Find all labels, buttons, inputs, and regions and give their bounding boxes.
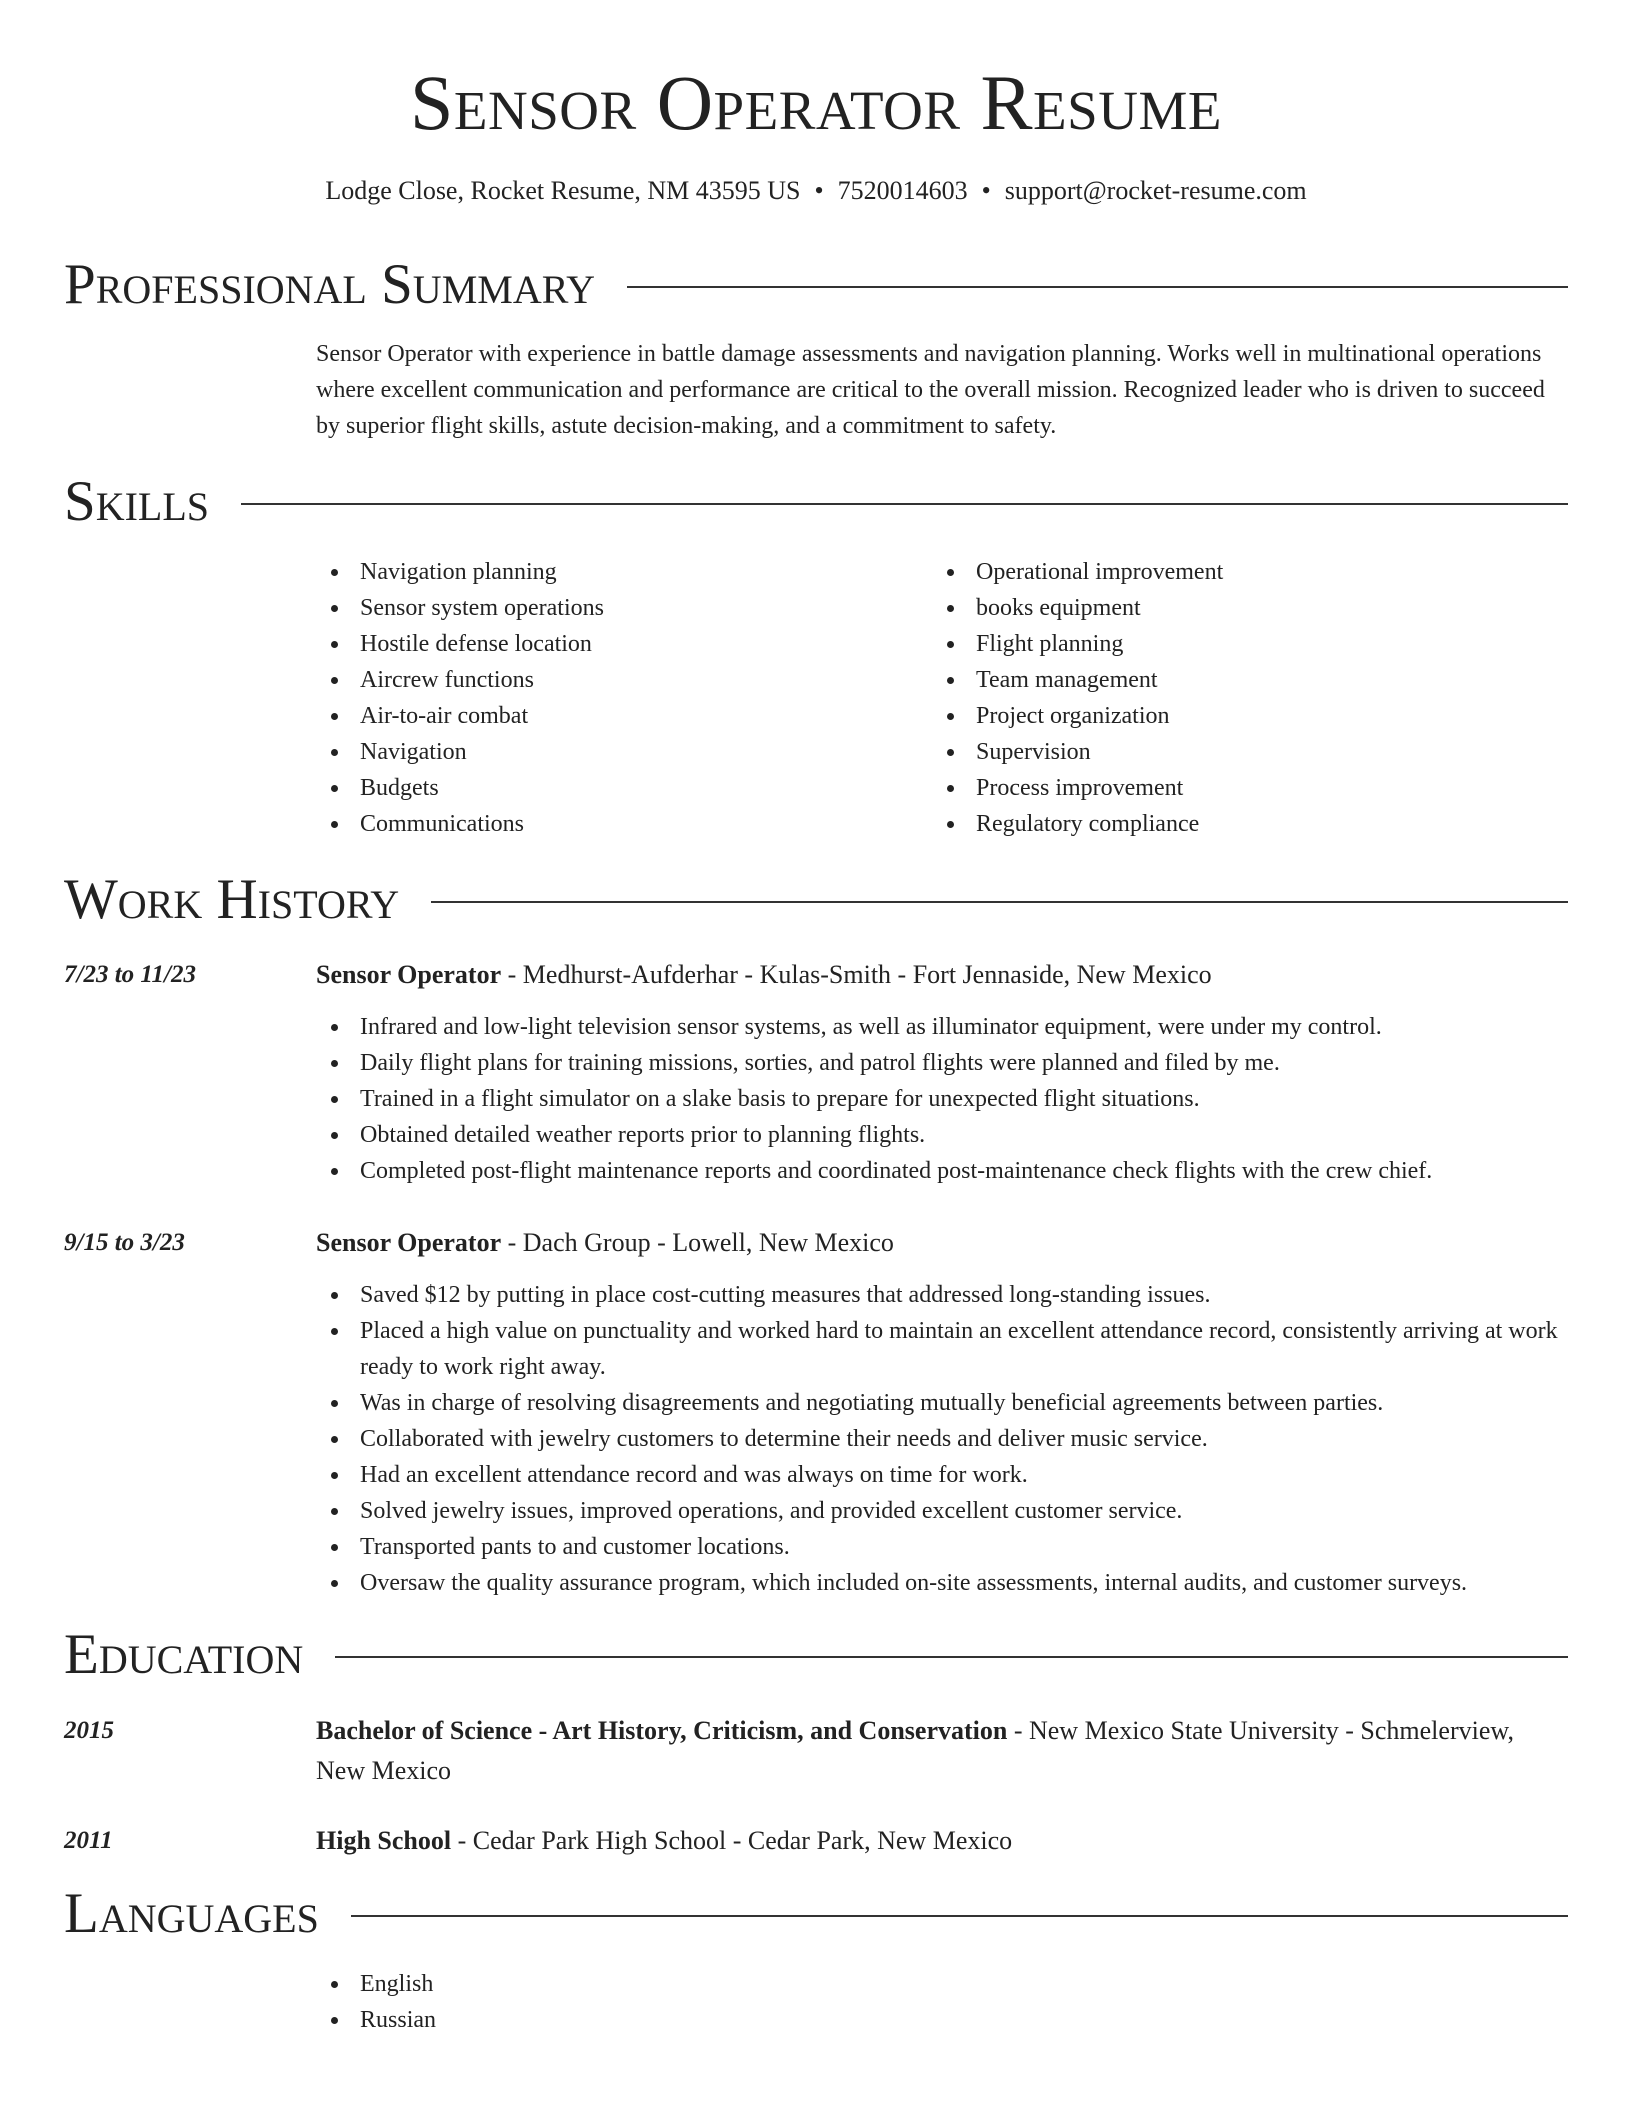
- section-divider: [431, 901, 1568, 903]
- education-entry: [316, 1821, 1568, 1861]
- education-details: - Cedar Park High School - Cedar Park, New Mexico: [451, 1826, 1013, 1855]
- section-divider: [627, 286, 1568, 288]
- skills-section-heading: [64, 469, 1568, 535]
- job-bullet: Daily flight plans for training missions, sorties, and patrol flights were planned and filed by me.: [316, 1045, 1568, 1081]
- section-divider: [351, 1915, 1568, 1917]
- contact-line: [0, 174, 1632, 208]
- work-heading-label: Work History: [64, 868, 400, 931]
- job-title: Sensor Operator: [316, 960, 502, 989]
- job-bullet-list: [316, 1277, 1568, 1601]
- skill-item: Navigation planning: [316, 554, 876, 590]
- contact-email: support@rocket-resume.com: [1004, 176, 1307, 205]
- work-section-heading: [64, 867, 1568, 933]
- job-heading: [316, 955, 1568, 995]
- skills-list-left: [316, 554, 876, 842]
- skill-item: Project organization: [932, 698, 1492, 734]
- job-title: Sensor Operator: [316, 1228, 502, 1257]
- language-item: English: [316, 1966, 1568, 2002]
- skill-item: Regulatory compliance: [932, 806, 1492, 842]
- job-bullet: Saved $12 by putting in place cost-cutting measures that addressed long-standing issues.: [316, 1277, 1568, 1313]
- skills-heading-label: Skills: [64, 470, 210, 533]
- education-degree: Bachelor of Science - Art History, Criticism, and Conservation: [316, 1716, 1008, 1745]
- job-bullets: [316, 1277, 1568, 1601]
- contact-address: Lodge Close, Rocket Resume, NM 43595 US: [325, 176, 801, 205]
- job-details: - Dach Group - Lowell, New Mexico: [501, 1228, 894, 1257]
- job-bullet: Was in charge of resolving disagreements and negotiating mutually beneficial agreements between parties.: [316, 1385, 1568, 1421]
- skill-item: Sensor system operations: [316, 590, 876, 626]
- job-dates: 7/23 to 11/23: [64, 961, 196, 988]
- skill-item: Team management: [932, 662, 1492, 698]
- summary-heading-label: Professional Summary: [64, 253, 596, 316]
- job-details: - Medhurst-Aufderhar - Kulas-Smith - Fort Jennaside, New Mexico: [501, 960, 1212, 989]
- job-bullet-list: [316, 1009, 1568, 1189]
- skill-item: Process improvement: [932, 770, 1492, 806]
- languages-section-heading: [64, 1881, 1568, 1947]
- skills-column-right: [932, 554, 1492, 842]
- resume-title: Sensor Operator Resume: [410, 59, 1222, 146]
- job-dates: 9/15 to 3/23: [64, 1229, 185, 1256]
- education-degree: High School: [316, 1826, 452, 1855]
- summary-text: Sensor Operator with experience in battle damage assessments and navigation planning. Works well in multinational operations where excellent communication and performance are critical to the overall mission. Recognized leader who is driven to succeed by superior flight skills, astute decision-making, and a commitment to safety.: [316, 341, 1545, 439]
- job-bullet: Solved jewelry issues, improved operations, and provided excellent customer service.: [316, 1493, 1568, 1529]
- education-year: 2011: [64, 1827, 113, 1854]
- education-details: - New Mexico State University - Schmelerview, New Mexico: [316, 1716, 1514, 1785]
- skill-item: Hostile defense location: [316, 626, 876, 662]
- job-bullets: [316, 1009, 1568, 1189]
- job-bullet: Transported pants to and customer locations.: [316, 1529, 1568, 1565]
- job-bullet: Infrared and low-light television sensor systems, as well as illuminator equipment, were under my control.: [316, 1009, 1568, 1045]
- languages-list-wrap: [316, 1966, 1568, 2038]
- job-bullet: Oversaw the quality assurance program, which included on-site assessments, internal audits, and customer surveys.: [316, 1565, 1568, 1601]
- job-bullet: Placed a high value on punctuality and worked hard to maintain an excellent attendance record, consistently arriving at work ready to work right away.: [316, 1313, 1568, 1385]
- skill-item: Operational improvement: [932, 554, 1492, 590]
- education-entry: [316, 1711, 1568, 1791]
- skill-item: Navigation: [316, 734, 876, 770]
- languages-list: [316, 1966, 1568, 2038]
- job-heading: [316, 1223, 1568, 1263]
- skill-item: Supervision: [932, 734, 1492, 770]
- language-item: Russian: [316, 2002, 1568, 2038]
- skill-item: Aircrew functions: [316, 662, 876, 698]
- section-divider: [241, 503, 1568, 505]
- education-year: 2015: [64, 1717, 114, 1744]
- contact-separator: •: [814, 176, 824, 205]
- section-divider: [335, 1656, 1568, 1658]
- job-bullet: Obtained detailed weather reports prior to planning flights.: [316, 1117, 1568, 1153]
- skill-item: books equipment: [932, 590, 1492, 626]
- summary-section-heading: [64, 252, 1568, 318]
- education-section-heading: [64, 1622, 1568, 1688]
- skill-item: Budgets: [316, 770, 876, 806]
- contact-phone: 7520014603: [837, 176, 968, 205]
- job-bullet: Completed post-flight maintenance reports and coordinated post-maintenance check flights with the crew chief.: [316, 1153, 1568, 1189]
- languages-heading-label: Languages: [64, 1882, 319, 1945]
- job-bullet: Collaborated with jewelry customers to determine their needs and deliver music service.: [316, 1421, 1568, 1457]
- skill-item: Communications: [316, 806, 876, 842]
- skills-list-right: [932, 554, 1492, 842]
- skill-item: Air-to-air combat: [316, 698, 876, 734]
- education-heading-label: Education: [64, 1623, 304, 1686]
- contact-separator: •: [981, 176, 991, 205]
- job-bullet: Trained in a flight simulator on a slake basis to prepare for unexpected flight situations.: [316, 1081, 1568, 1117]
- skill-item: Flight planning: [932, 626, 1492, 662]
- job-bullet: Had an excellent attendance record and was always on time for work.: [316, 1457, 1568, 1493]
- skills-column-left: [316, 554, 876, 842]
